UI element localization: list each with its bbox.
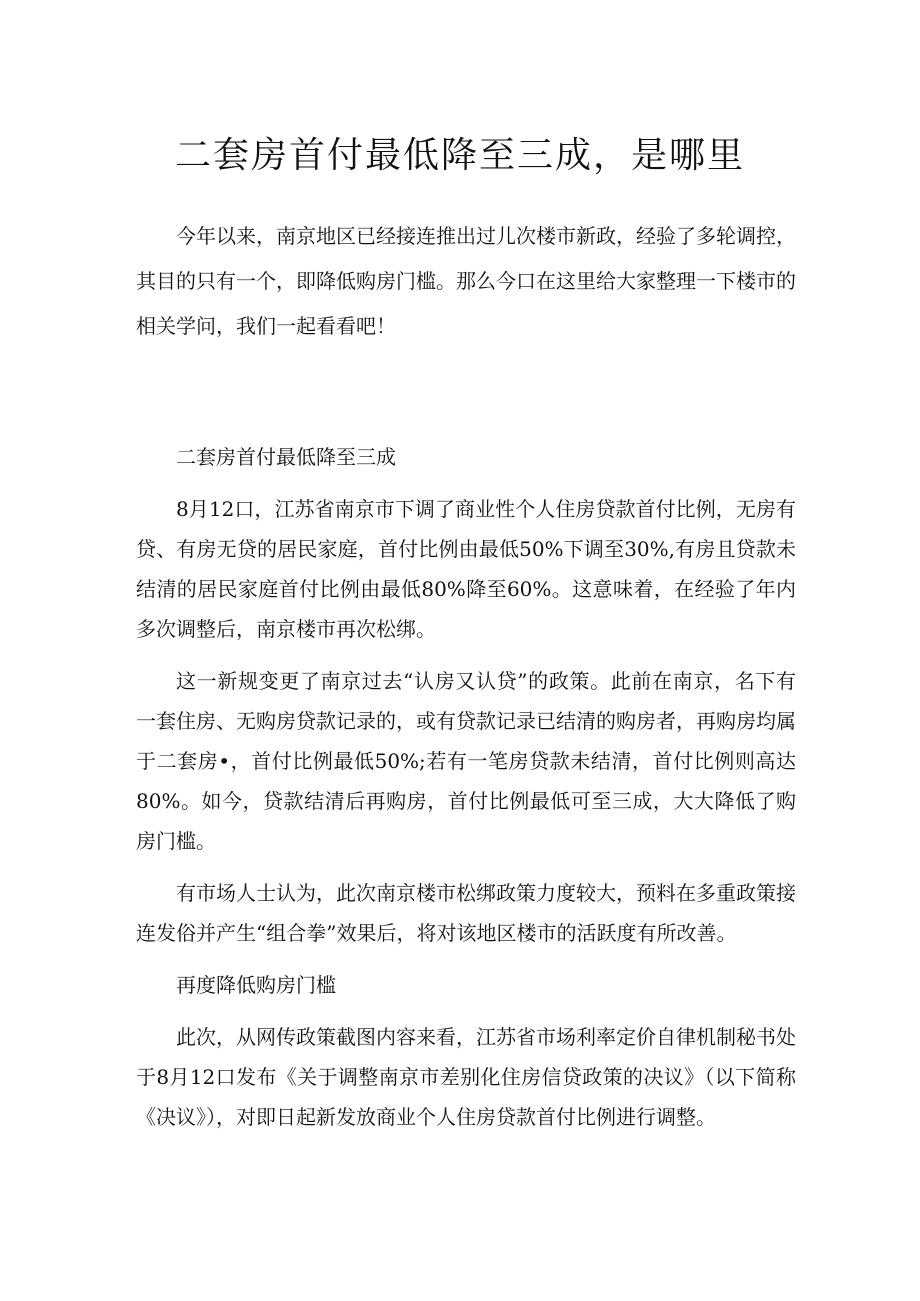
section-heading-1: 二套房首付最低降至三成 bbox=[176, 445, 396, 469]
paragraph-3: 有市场人士认为，此次南京楼市松绑政策力度较大，预料在多重政策接连发俗并产生“组合拳”效果后，将对该地区楼市的活跃度有所改善。 bbox=[136, 881, 796, 945]
section-heading-2: 再度降低购房门槛 bbox=[176, 973, 336, 997]
paragraph-4: 此次，从网传政策截图内容来看，江苏省市场利率定价自律机制秘书处于8月12口发布《关于调整南京市差别化住房信贷政策的决议》（以下简称《决议》），对即日起新发放商业个人住房贷款首付比例进行调整。 bbox=[136, 1025, 796, 1129]
document-title: 二套房首付最低降至三成，是哪里 bbox=[174, 135, 745, 176]
paragraph-1: 8月12口，江苏省南京市下调了商业性个人住房贷款首付比例，无房有贷、有房无贷的居民家庭，首付比例由最低50%下调至30%,有房且贷款未结清的居民家庭首付比例由最低80%降至60%。这意味着，在经验了年内多次调整后，南京楼市再次松绑。 bbox=[136, 497, 796, 641]
section-gap bbox=[136, 367, 796, 437]
document-body bbox=[136, 214, 796, 1137]
intro-paragraph: 今年以来，南京地区已经接连推出过儿次楼市新政，经验了多轮调控，其目的只有一个，即降低购房门槛。那么今口在这里给大家整理一下楼市的相关学问，我们一起看看吧！ bbox=[136, 224, 796, 338]
paragraph-2: 这一新规变更了南京过去“认房又认贷”的政策。此前在南京，名下有一套住房、无购房贷款记录的，或有贷款记录已结清的购房者，再购房均属于二套房•，首付比例最低50%;若有一笔房贷款未结清，首付比例则高达80%。如今，贷款结清后再购房，首付比例最低可至三成，大大降低了购房门槛。 bbox=[136, 669, 796, 853]
